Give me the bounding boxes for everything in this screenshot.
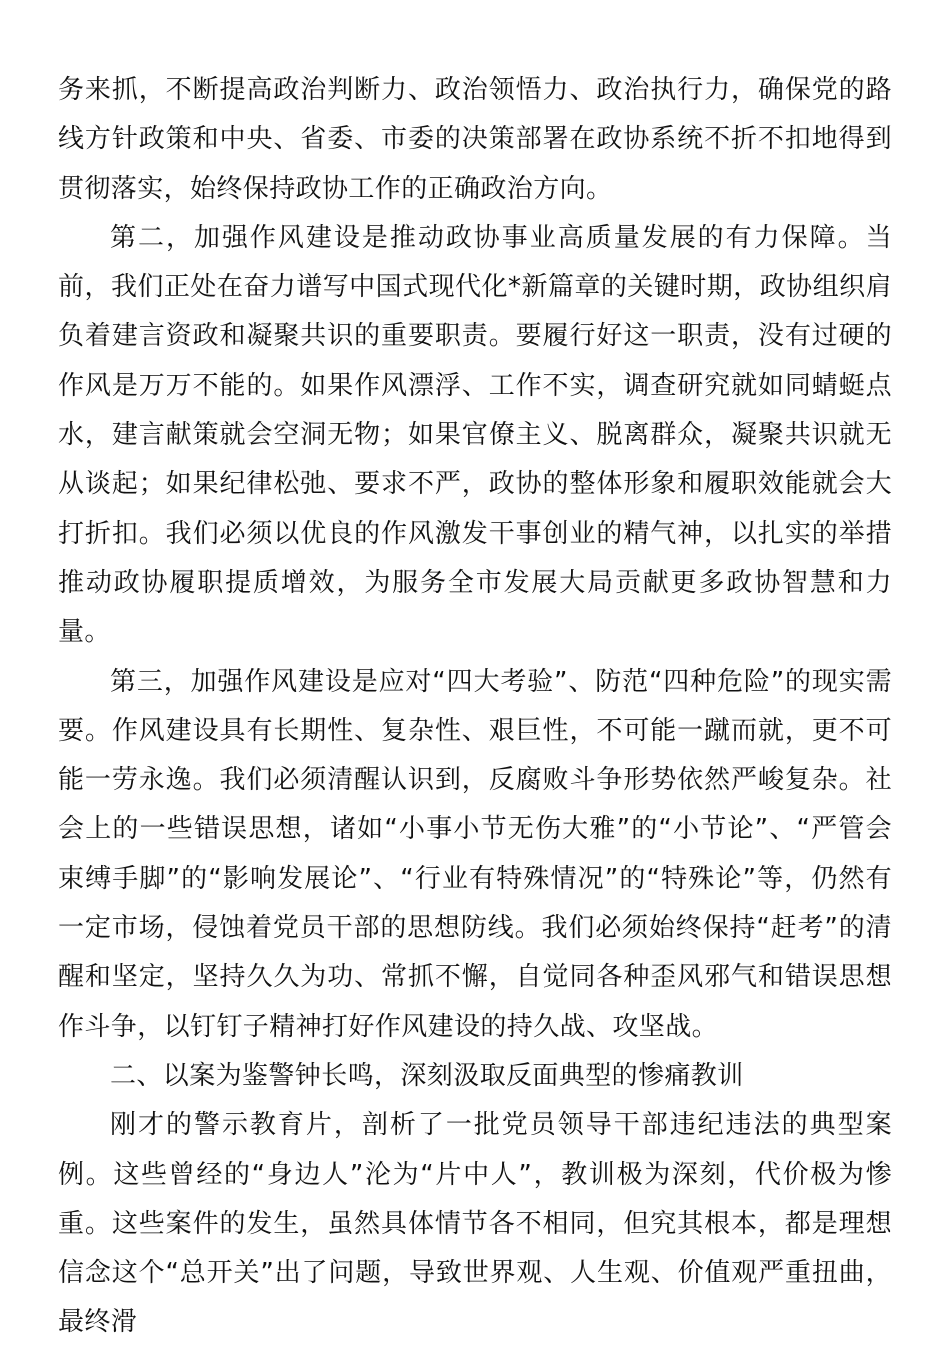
paragraph-second-point: 第二，加强作风建设是推动政协事业高质量发展的有力保障。当前，我们正处在奋力谱写中国式现代化*新篇章的关键时期，政协组织肩负着建言资政和凝聚共识的重要职责。要履行好这一职责，没有过硬的作风是万万不能的。如果作风漂浮、工作不实，调查研究就如同蜻蜓点水，建言献策就会空洞无物；如果官僚主义、脱离群众，凝聚共识就无从谈起；如果纪律松弛、要求不严，政协的整体形象和履职效能就会大打折扣。我们必须以优良的作风激发干事创业的精气神，以扎实的举措推动政协履职提质增效，为服务全市发展大局贡献更多政协智慧和力量。 bbox=[58, 222, 892, 648]
paragraph-continued: 务来抓，不断提高政治判断力、政治领悟力、政治执行力，确保党的路线方针政策和中央、省委、市委的决策部署在政协系统不折不扣地得到贯彻落实，始终保持政协工作的正确政治方向。 bbox=[58, 75, 892, 204]
section-heading: 二、以案为鉴警钟长鸣，深刻汲取反面典型的惨痛教训 bbox=[110, 1060, 744, 1091]
paragraph-third-point: 第三，加强作风建设是应对“四大考验”、防范“四种危险”的现实需要。作风建设具有长期性、复杂性、艰巨性，不可能一蹴而就，更不可能一劳永逸。我们必须清醒认识到，反腐败斗争形势依然严峻复杂。社会上的一些错误思想，诸如“小事小节无伤大雅”的“小节论”、“严管会束缚手脚”的“影响发展论”、“行业有特殊情况”的“特殊论”等，仍然有一定市场，侵蚀着党员干部的思想防线。我们必须始终保持“赶考”的清醒和坚定，坚持久久为功、常抓不懈，自觉同各种歪风邪气和错误思想作斗争，以钉钉子精神打好作风建设的持久战、攻坚战。 bbox=[58, 666, 892, 1042]
body-text bbox=[58, 66, 892, 1348]
paragraph-case-lessons: 刚才的警示教育片，剖析了一批党员领导干部违纪违法的典型案例。这些曾经的“身边人”沦为“片中人”，教训极为深刻，代价极为惨重。这些案件的发生，虽然具体情节各不相同，但究其根本，都是理想信念这个“总开关”出了问题，导致世界观、人生观、价值观严重扭曲，最终滑 bbox=[58, 1110, 892, 1338]
